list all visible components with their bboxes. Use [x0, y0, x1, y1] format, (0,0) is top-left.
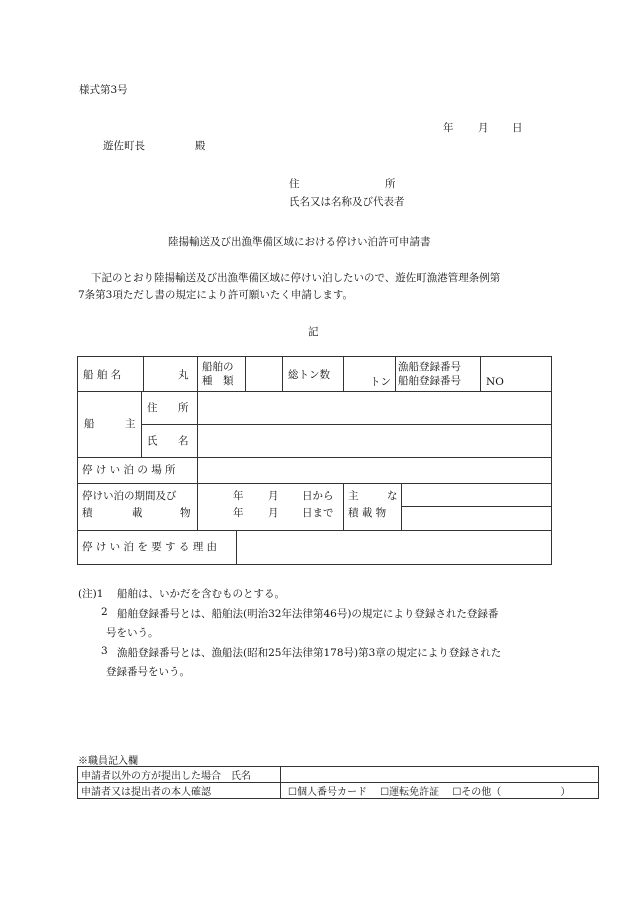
addressee-name: 遊佐町長	[103, 140, 145, 152]
opt-drivers-license[interactable]: ☐運転免許証	[380, 787, 440, 798]
fishing-reg-label: 漁船登録番号	[398, 361, 461, 373]
owner-name-label-2: 名	[178, 435, 189, 447]
date-year: 年	[443, 122, 454, 134]
staff-table	[77, 766, 599, 799]
form-number: 様式第3号	[79, 84, 128, 96]
identity-label: 申請者又は提出者の本人確認	[78, 783, 281, 799]
ship-reg-label: 船舶登録番号	[398, 375, 461, 387]
owner-address-label-2: 所	[178, 402, 189, 414]
addressee-suffix: 殿	[195, 140, 206, 152]
date-month: 月	[478, 122, 489, 134]
applicant-address-label-2: 所	[385, 178, 396, 190]
ship-type-label-2: 種 類	[202, 375, 234, 387]
opt-my-number-card[interactable]: ☐個人番号カード	[288, 787, 367, 798]
period-label-2a: 積	[82, 507, 93, 519]
no-label: NO	[486, 376, 504, 388]
note-2-line-2: 号をいう。	[106, 627, 159, 639]
opt-other[interactable]: ☐その他（	[452, 787, 502, 798]
to-day: 日まで	[302, 507, 334, 519]
mooring-place-label: 停 け い 泊 の 場 所	[82, 464, 176, 476]
applicant-name-label: 氏名又は名称及び代表者	[289, 196, 405, 208]
period-label-2c: 物	[180, 507, 191, 519]
body-text-line-1: 下記のとおり陸揚輸送及び出漁準備区域に停けい泊したいので、遊佐町漁港管理条例第	[91, 272, 501, 284]
ki-marker: 記	[308, 326, 319, 338]
staff-heading: ※職員記入欄	[78, 756, 138, 767]
main-label-2: 積 載 物	[348, 507, 387, 519]
main-label-1b: な	[387, 490, 398, 502]
from-day: 日から	[302, 490, 334, 502]
note-3-line-2: 登録番号をいう。	[106, 666, 190, 678]
ship-name-label: 船 舶 名	[83, 369, 122, 381]
note-2-number: 2	[101, 606, 108, 618]
note-3-line-1: 漁船登録番号とは、漁船法(昭和25年法律第178号)第3章の規定により登録された	[117, 647, 502, 659]
note-2-line-1: 船舶登録番号とは、船舶法(明治32年法律第46号)の規定により登録された登録番	[117, 608, 499, 620]
submitter-name-field[interactable]	[281, 767, 599, 783]
staff-row-submitter	[78, 767, 599, 783]
staff-row-identity	[78, 783, 599, 799]
owner-label-1: 船	[84, 418, 95, 430]
reason-label: 停 け い 泊 を 要 す る 理 由	[82, 541, 218, 553]
submitter-label: 申請者以外の方が提出した場合 氏名	[78, 767, 281, 783]
owner-name-label-1: 氏	[147, 435, 158, 447]
to-year: 年	[233, 507, 244, 519]
owner-address-label-1: 住	[147, 402, 158, 414]
note-prefix: (注)1	[78, 588, 104, 600]
identity-options	[281, 783, 599, 799]
note-3-number: 3	[101, 645, 108, 657]
period-label-2b: 載	[132, 507, 143, 519]
date-day: 日	[512, 122, 523, 134]
note-1: 船舶は、いかだを含むものとする。	[117, 588, 285, 600]
owner-label-2: 主	[125, 418, 136, 430]
ton-unit: トン	[370, 376, 391, 388]
from-year: 年	[233, 490, 244, 502]
opt-other-close: ）	[560, 787, 571, 798]
main-label-1a: 主	[348, 490, 359, 502]
to-month: 月	[268, 507, 279, 519]
maru-label: 丸	[178, 369, 189, 381]
body-text-line-2: 7条第3項ただし書の規定により許可願いたく申請します。	[78, 289, 354, 301]
period-label-1: 停けい泊の期間及び	[82, 490, 177, 502]
from-month: 月	[268, 490, 279, 502]
applicant-address-label-1: 住	[289, 178, 300, 190]
document-title: 陸揚輸送及び出漁準備区域における停けい泊許可申請書	[168, 236, 431, 248]
tonnage-label: 総トン数	[288, 369, 330, 381]
ship-type-label-1: 船舶の	[202, 361, 234, 373]
